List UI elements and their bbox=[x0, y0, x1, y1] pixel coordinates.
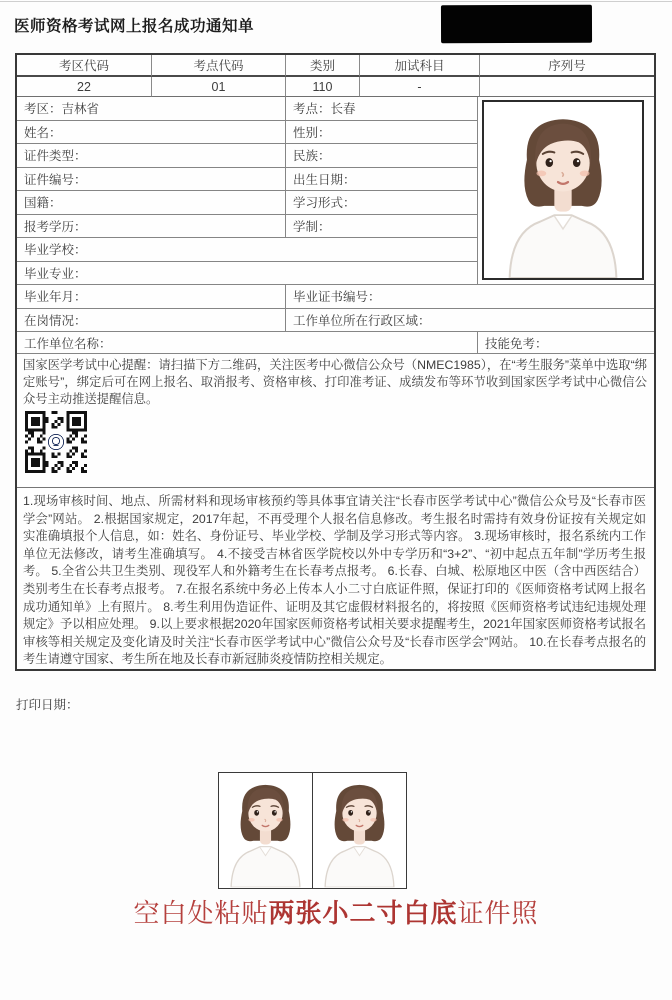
exam-area-code-value: 22 bbox=[17, 77, 152, 97]
field-exam-site: 考点：长春 bbox=[286, 97, 478, 121]
print-date-label: 打印日期： bbox=[16, 698, 79, 712]
extra-subject-value: - bbox=[360, 77, 480, 97]
field-gender: 性别： bbox=[286, 121, 478, 145]
field-skill-exemption: 技能免考： bbox=[478, 332, 654, 354]
code-table bbox=[17, 55, 654, 97]
field-workplace-region: 工作单位所在行政区域： bbox=[286, 309, 654, 333]
paste-photo-2 bbox=[312, 772, 407, 889]
paste-photo-area bbox=[218, 772, 407, 889]
field-diploma-number: 毕业证书编号： bbox=[286, 285, 654, 309]
id-photo bbox=[482, 100, 644, 280]
wechat-notice-cell bbox=[17, 354, 654, 488]
redaction-box bbox=[441, 5, 592, 44]
field-applied-education: 报考学历： bbox=[17, 215, 286, 239]
field-schooling-length: 学制： bbox=[286, 215, 478, 239]
exam-notes-text: 1.现场审核时间、地点、所需材料和现场审核预约等具体事宜请关注“长春市医学考试中心”微信公众号及“长春市医学会”网站。 2.根据国家规定，2017年起，不再受理个人报名信息修改。考生报名时需持有效身份证按有关规定如实准确填报个人信息，如：姓名、身份证号、毕业学校、学制及学习形式等内容。 3.现场审核时，报名系统内工作单位无法修改，请考生准确填写。 4.不接受吉林省医学院校以外中专学历和“3+2”、“初中起点五年制”学历考生报考。 5.全省公共卫生类别、现役军人和外籍考生在长春考点报考。 6.长春、白城、松原地区中医（含中西医结合）类别考生在长春考点报考。 7.在报名系统中务必上传本人小二寸白底证件照，保证打印的《医师资格考试网上报名成功通知单》上有照片。 8.考生利用伪造证件、证明及其它虚假材料报名的，将按照《医师资格考试违纪违规处理规定》予以相应处理。 9.以上要求根据2020年国家医师资格考试相关要求提醒考生，2021年国家医师资格考试报名审核等相关规定及变化请及时关注“长春市医学考试中心”微信公众号及“长春市医学会”网站。 10.在长春考点报名的考生请遵守国家、考生所在地及长春市新冠肺炎疫情防控相关规定。 bbox=[23, 494, 646, 667]
paste-instruction-suffix: 证件照 bbox=[457, 898, 539, 928]
col-header-exam-area-code: 考区代码 bbox=[17, 55, 152, 77]
field-nationality: 国籍： bbox=[17, 191, 286, 215]
paste-instruction bbox=[0, 893, 672, 930]
col-header-serial-number: 序列号 bbox=[480, 55, 654, 77]
exam-notes-cell bbox=[17, 488, 654, 669]
field-birth-date: 出生日期： bbox=[286, 168, 478, 192]
qr-code bbox=[25, 411, 87, 473]
paste-photo-1 bbox=[218, 772, 313, 889]
scan-edge-line bbox=[0, 1, 672, 2]
field-study-form: 学习形式： bbox=[286, 191, 478, 215]
field-employment-status: 在岗情况： bbox=[17, 309, 286, 333]
field-graduation-date: 毕业年月： bbox=[17, 285, 286, 309]
wechat-notice-text: 国家医学考试中心提醒：请扫描下方二维码，关注医考中心微信公众号（NMEC1985），在“考生服务”菜单中选取“绑定账号”，绑定后可在网上报名、取消报考、资格审核、打印准考证、成绩发布等环节收到国家医学考试中心微信公众号主动推送提醒信息。 bbox=[23, 358, 647, 406]
field-name: 姓名： bbox=[17, 121, 286, 145]
field-id-number: 证件编号： bbox=[17, 168, 286, 192]
paste-instruction-prefix: 空白处粘贴 bbox=[133, 898, 269, 928]
field-exam-area: 考区：吉林省 bbox=[17, 97, 286, 121]
field-workplace-name: 工作单位名称： bbox=[17, 332, 478, 354]
id-photo-cell bbox=[478, 97, 654, 285]
registration-table bbox=[15, 53, 656, 671]
col-header-category: 类别 bbox=[286, 55, 360, 77]
col-header-extra-subject: 加试科目 bbox=[360, 55, 480, 77]
field-ethnicity: 民族： bbox=[286, 144, 478, 168]
paste-instruction-bold: 两张小二寸白底 bbox=[268, 898, 458, 928]
field-graduate-school: 毕业学校： bbox=[17, 238, 478, 262]
exam-site-code-value: 01 bbox=[152, 77, 286, 97]
col-header-exam-site-code: 考点代码 bbox=[152, 55, 286, 77]
page-title: 医师资格考试网上报名成功通知单 bbox=[14, 18, 255, 35]
candidate-info-grid bbox=[17, 97, 654, 354]
serial-number-value bbox=[480, 77, 654, 97]
field-id-type: 证件类型： bbox=[17, 144, 286, 168]
field-graduate-major: 毕业专业： bbox=[17, 262, 478, 286]
category-value: 110 bbox=[286, 77, 360, 97]
